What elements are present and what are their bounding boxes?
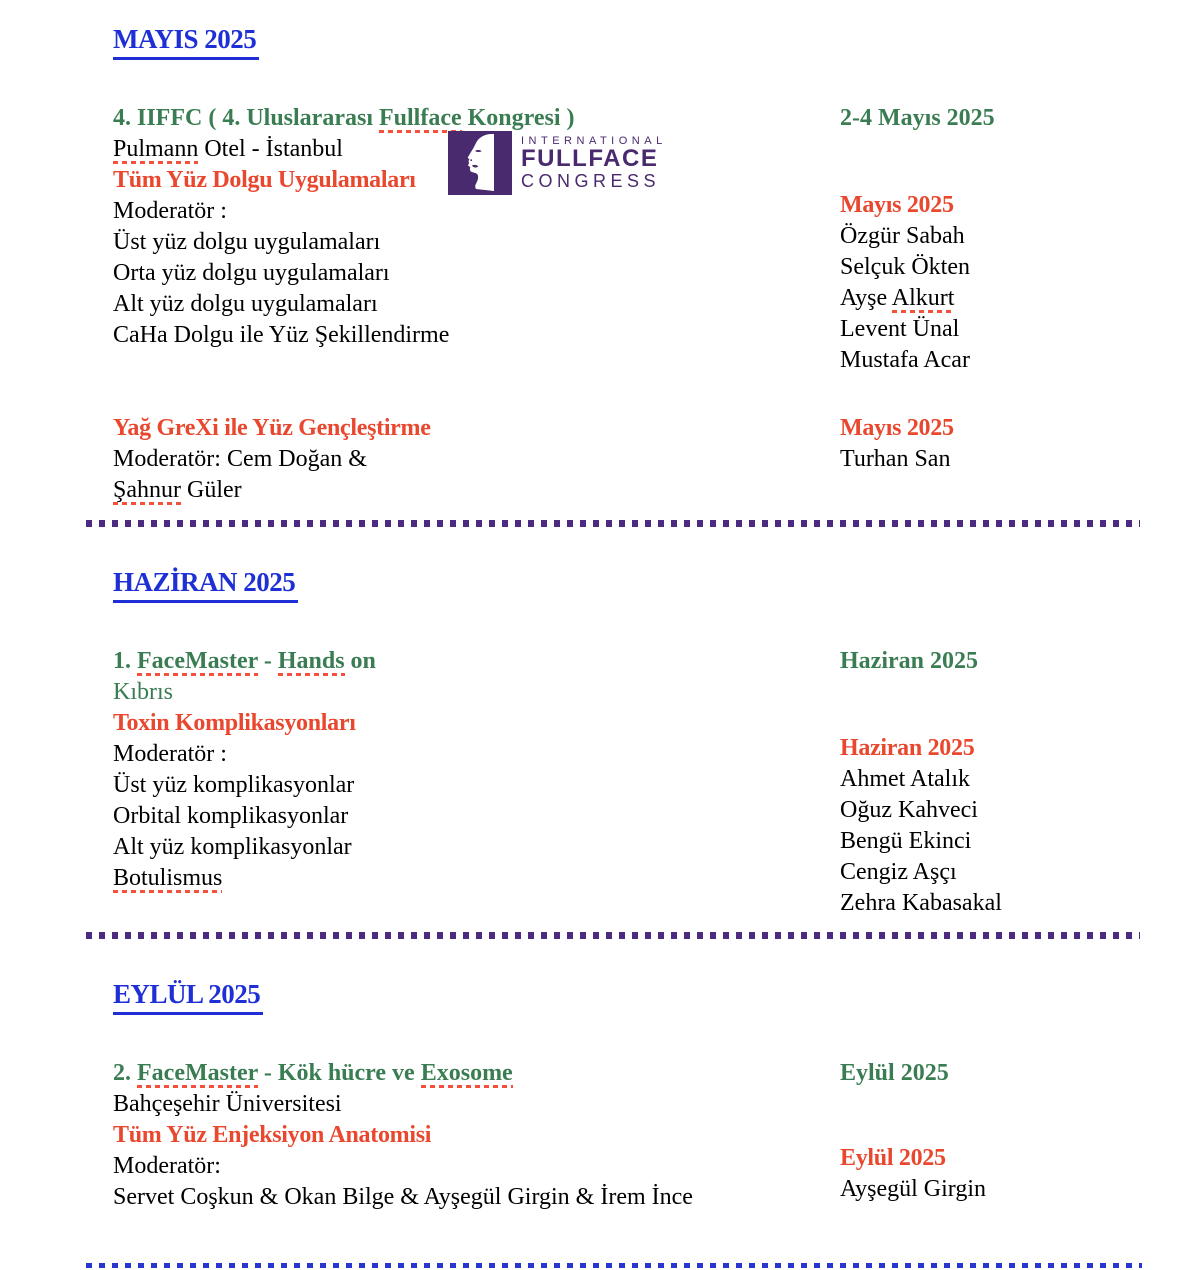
logo-text-congress: CONGRESS <box>521 171 661 191</box>
topic-line: Alt yüz dolgu uygulamaları <box>113 291 378 317</box>
program-title: Tüm Yüz Enjeksiyon Anatomisi <box>113 1122 432 1148</box>
logo-text-international: INTERNATIONAL <box>521 135 667 147</box>
spellcheck-underline: FaceMaster <box>137 1060 258 1086</box>
event-title: 4. IIFFC ( 4. Uluslararası Fullface Kongresi ) <box>113 105 575 131</box>
logo-text-fullface: FULLFACE <box>521 145 659 172</box>
faculty-month: Mayıs 2025 <box>840 192 954 218</box>
spellcheck-underline: Exosome <box>420 1060 513 1086</box>
fullface-congress-logo <box>448 131 667 195</box>
venue-line: Kıbrıs <box>113 679 173 705</box>
event-title: 1. FaceMaster - Hands on <box>113 648 376 674</box>
section-heading-eylul[interactable]: EYLÜL 2025 <box>113 979 263 1015</box>
page-bottom-divider <box>86 1263 1142 1268</box>
event-date: 2-4 Mayıs 2025 <box>840 105 995 131</box>
event-date: Eylül 2025 <box>840 1060 949 1086</box>
moderator-line: Moderatör: Cem Doğan & <box>113 446 367 472</box>
moderator-label: Moderatör : <box>113 741 227 767</box>
moderator-label: Moderatör : <box>113 198 227 224</box>
faculty-name: Ayşegül Girgin <box>840 1176 987 1202</box>
faculty-month: Eylül 2025 <box>840 1145 946 1171</box>
spellcheck-underline: Şahnur <box>113 477 181 503</box>
faculty-name: Selçuk Ökten <box>840 254 970 280</box>
face-silhouette-icon <box>448 131 512 195</box>
faculty-name: Turhan San <box>840 446 951 472</box>
faculty-name: Zehra Kabasakal <box>840 890 1002 916</box>
may-congress-block <box>113 103 1140 376</box>
topic-line: Üst yüz komplikasyonlar <box>113 772 355 798</box>
section-divider <box>86 932 1140 939</box>
spellcheck-underline: Fullface <box>379 105 462 131</box>
faculty-name: Özgür Sabah <box>840 223 965 249</box>
program-title: Tüm Yüz Dolgu Uygulamaları <box>113 167 416 193</box>
faculty-name: Mustafa Acar <box>840 347 970 373</box>
faculty-name: Bengü Ekinci <box>840 828 972 854</box>
section-heading-mayis[interactable]: MAYIS 2025 <box>113 24 259 60</box>
topic-line: Alt yüz komplikasyonlar <box>113 834 352 860</box>
faculty-month: Mayıs 2025 <box>840 415 954 441</box>
topic-line: Üst yüz dolgu uygulamaları <box>113 229 381 255</box>
september-event-block <box>113 1058 1140 1213</box>
topic-line: CaHa Dolgu ile Yüz Şekillendirme <box>113 322 450 348</box>
faculty-name: Levent Ünal <box>840 316 960 342</box>
venue-line: Bahçeşehir Üniversitesi <box>113 1091 342 1117</box>
topic-line: Orbital komplikasyonlar <box>113 803 349 829</box>
june-event-block <box>113 646 1140 919</box>
spellcheck-underline: Pulmann <box>113 136 199 162</box>
topic-line: Orta yüz dolgu uygulamaları <box>113 260 390 286</box>
spellcheck-underline: Botulismus <box>113 865 223 891</box>
faculty-name: Cengiz Aşçı <box>840 859 957 885</box>
program-title: Toxin Komplikasyonları <box>113 710 356 736</box>
section-heading-haziran[interactable]: HAZİRAN 2025 <box>113 567 298 603</box>
spellcheck-underline: Hands <box>277 648 345 674</box>
section-divider <box>86 520 1140 527</box>
venue-line: Pulmann Otel - İstanbul <box>113 136 343 162</box>
event-date: Haziran 2025 <box>840 648 978 674</box>
topic-line <box>113 863 840 894</box>
may-workshop-block <box>113 413 1140 506</box>
program-title: Yağ GreXi ile Yüz Gençleştirme <box>113 415 431 441</box>
moderator-line: Şahnur Güler <box>113 477 242 503</box>
faculty-name: Oğuz Kahveci <box>840 797 978 823</box>
event-title: 2. FaceMaster - Kök hücre ve Exosome <box>113 1060 513 1086</box>
moderator-names: Servet Coşkun & Okan Bilge & Ayşegül Girgin & İrem İnce <box>113 1184 693 1210</box>
spellcheck-underline: Alkurt <box>891 285 955 311</box>
faculty-month: Haziran 2025 <box>840 735 975 761</box>
faculty-name: Ahmet Atalık <box>840 766 970 792</box>
moderator-label: Moderatör: <box>113 1153 221 1179</box>
spellcheck-underline: FaceMaster <box>137 648 258 674</box>
faculty-name: Ayşe Alkurt <box>840 285 955 311</box>
